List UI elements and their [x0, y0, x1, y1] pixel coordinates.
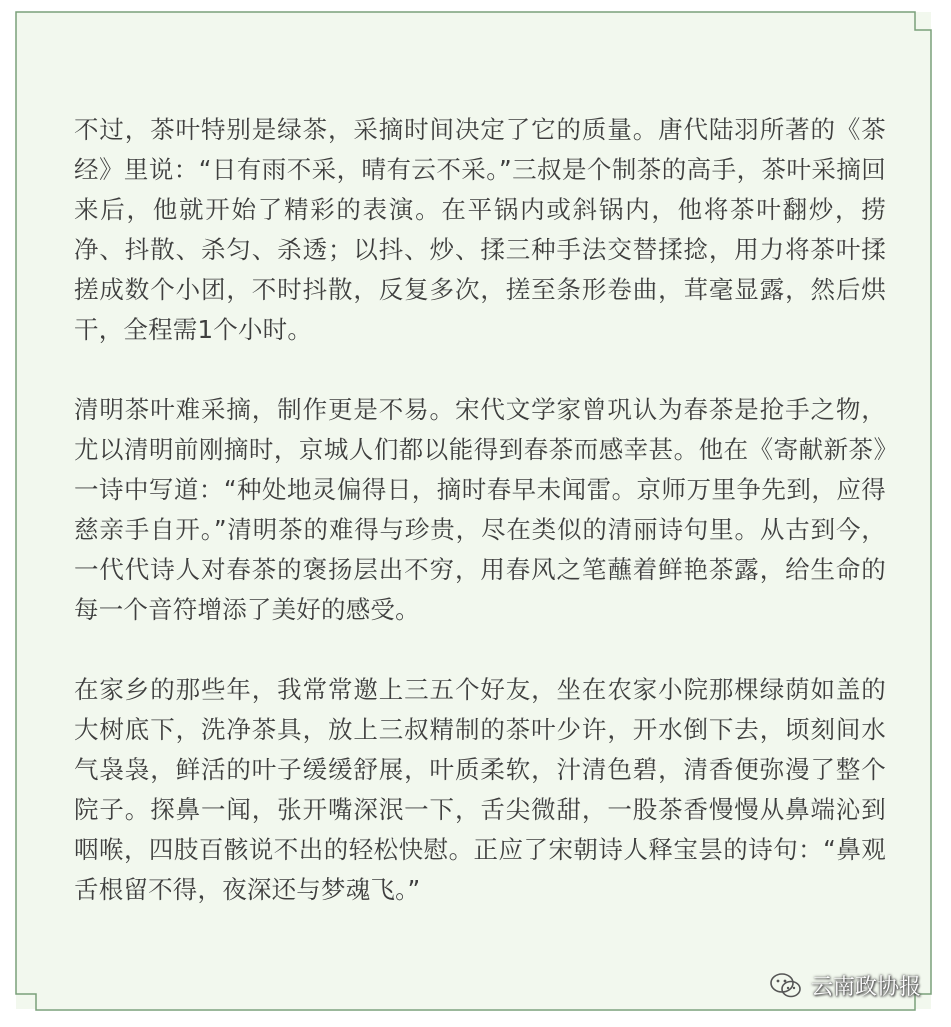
watermark — [769, 970, 921, 1001]
paragraph-1: 不过，茶叶特别是绿茶，采摘时间决定了它的质量。唐代陆羽所著的《茶经》里说：“日有雨不采，晴有云不采。”三叔是个制茶的高手，茶叶采摘回来后，他就开始了精彩的表演。在平锅内或斜锅内，他将茶叶翻炒，捞净、抖散、杀匀、杀透；以抖、炒、揉三种手法交替揉捻，用力将茶叶揉搓成数个小团，不时抖散，反复多次，搓至条形卷曲，茸毫显露，然后烘干，全程需1个小时。 — [74, 115, 886, 344]
watermark-text: 云南政协报 — [810, 975, 921, 1000]
paragraph-3: 在家乡的那些年，我常常邀上三五个好友，坐在农家小院那棵绿荫如盖的大树底下，洗净茶具，放上三叔精制的茶叶少许，开水倒下去，顷刻间水气袅袅，鲜活的叶子缓缓舒展，叶质柔软，汁清色碧，清香便弥漫了整个院子。探鼻一闻，张开嘴深泯一下，舌尖微甜，一股茶香慢慢从鼻端沁到咽喉，四肢百骸说不出的轻松快慰。正应了宋朝诗人释宝昙的诗句：“鼻观舌根留不得，夜深还与梦魂飞。” — [74, 675, 886, 904]
paragraph-2: 清明茶叶难采摘，制作更是不易。宋代文学家曾巩认为春茶是抢手之物，尤以清明前刚摘时，京城人们都以能得到春茶而感幸甚。他在《寄献新茶》一诗中写道：“种处地灵偏得日，摘时春早未闻雷。京师万里争先到，应得慈亲手自开。”清明茶的难得与珍贵，尽在类似的清丽诗句里。从古到今，一代代诗人对春茶的褒扬层出不穷，用春风之笔蘸着鲜艳茶露，给生命的每一个音符增添了美好的感受。 — [74, 395, 886, 624]
wechat-icon — [769, 972, 803, 1000]
article-body — [74, 110, 886, 910]
